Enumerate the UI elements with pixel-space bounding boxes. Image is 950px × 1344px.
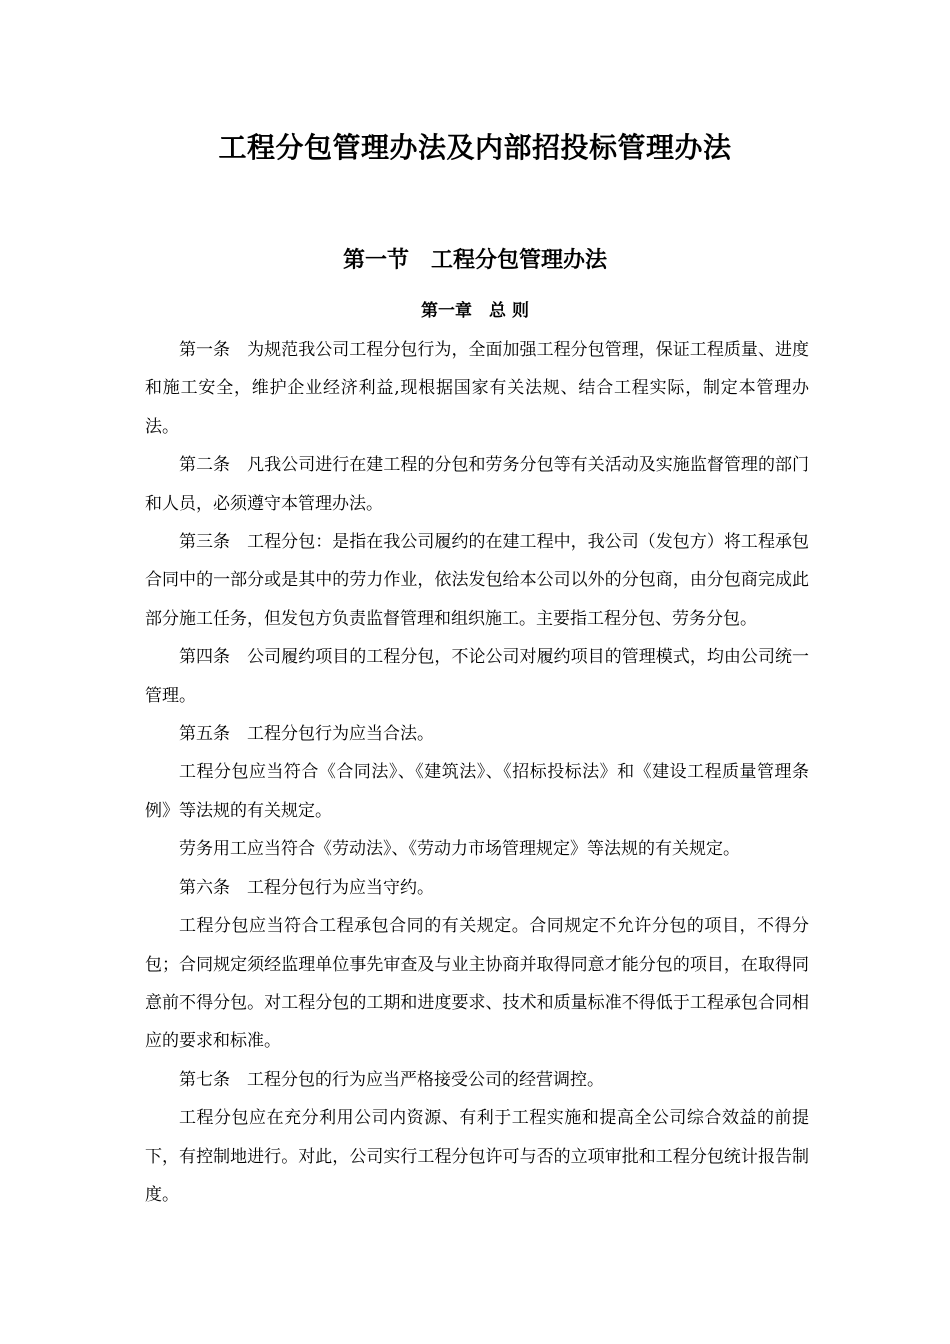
- article-7-clause-1: 工程分包应在充分利用公司内资源、有利于工程实施和提高全公司综合效益的前提下，有控制地进行。对此，公司实行工程分包许可与否的立项审批和工程分包统计报告制度。: [145, 1108, 809, 1205]
- article-5-clause-1: 工程分包应当符合《合同法》、《建筑法》、《招标投标法》和《建设工程质量管理条例》等法规的有关规定。: [145, 762, 809, 821]
- article-3-paragraph: 第三条 工程分包：是指在我公司履约的在建工程中，我公司（发包方）将工程承包合同中的一部分或是其中的劳力作业，依法发包给本公司以外的分包商，由分包商完成此部分施工任务，但发包方负责监督管理和组织施工。主要指工程分包、劳务分包。: [145, 532, 809, 629]
- article-2-paragraph: 第二条 凡我公司进行在建工程的分包和劳务分包等有关活动及实施监督管理的部门和人员，必须遵守本管理办法。: [145, 455, 809, 514]
- chapter-title: 第一章 总 则: [421, 301, 529, 321]
- article-4-paragraph: 第四条 公司履约项目的工程分包，不论公司对履约项目的管理模式，均由公司统一管理。: [145, 647, 809, 706]
- body-text: [145, 331, 809, 1214]
- article-6-clause-1: 工程分包应当符合工程承包合同的有关规定。合同规定不允许分包的项目，不得分包；合同规定须经监理单位事先审查及与业主协商并取得同意才能分包的项目，在取得同意前不得分包。对工程分包的工期和进度要求、技术和质量标准不得低于工程承包合同相应的要求和标准。: [145, 916, 809, 1052]
- article-5-paragraph: 第五条 工程分包行为应当合法。: [179, 724, 434, 745]
- document-title: 工程分包管理办法及内部招投标管理办法: [218, 131, 732, 164]
- article-7-paragraph: 第七条 工程分包的行为应当严格接受公司的经营调控。: [179, 1069, 604, 1090]
- article-1-paragraph: 第一条 为规范我公司工程分包行为，全面加强工程分包管理，保证工程质量、进度和施工安全，维护企业经济利益,现根据国家有关法规、结合工程实际，制定本管理办法。: [145, 340, 809, 437]
- article-6-paragraph: 第六条 工程分包行为应当守约。: [179, 877, 434, 898]
- section-title: 第一节 工程分包管理办法: [342, 248, 607, 273]
- article-5-clause-2: 劳务用工应当符合《劳动法》、《劳动力市场管理规定》等法规的有关规定。: [179, 839, 740, 860]
